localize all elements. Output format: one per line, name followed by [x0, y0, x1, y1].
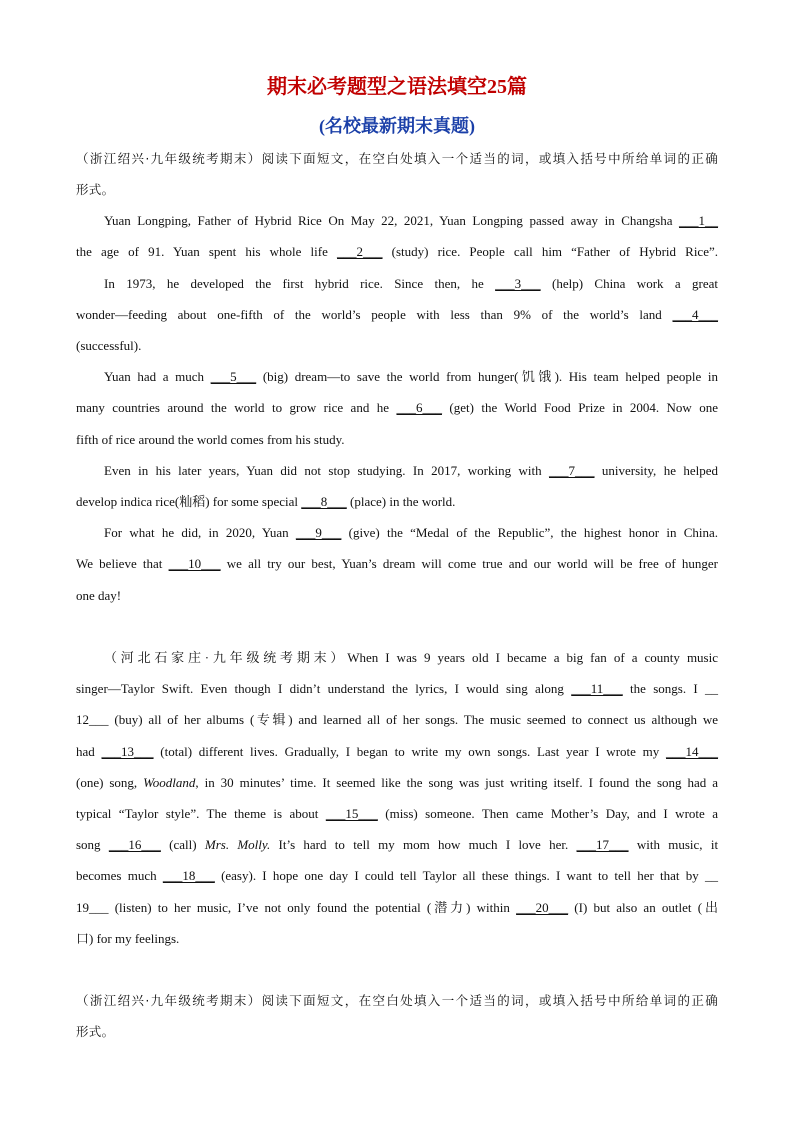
paragraph-line: Even in his later years, Yuan did not stop studying. In 2017, working with ___7___ university, he helped — [104, 463, 719, 478]
paragraph-line: singer—Taylor Swift. Even though I didn’t understand the lyrics, I would sing along ___11___ the songs. I __ — [76, 681, 718, 696]
paragraph-line: many countries around the world to grow rice and he ___6___ (get) the World Food Prize in 2004. Now one — [76, 400, 719, 415]
paragraph-line: one day! — [76, 588, 122, 603]
blank-1: ___1__ — [679, 213, 719, 228]
paragraph-line: the age of 91. Yuan spent his whole life ___2___ (study) rice. People call him “Father of Hybrid Rice”. — [76, 244, 718, 259]
blank-3: ___3___ — [495, 276, 541, 291]
page-subtitle: (名校最新期末真题) — [319, 116, 475, 136]
blank-4: ___4___ — [672, 307, 719, 322]
blank-12-line: 12___ (buy) all of her albums (专辑) and learned all of her songs. The music seemed to connect us although we — [76, 712, 718, 727]
blank-8: ___8___ — [301, 494, 347, 509]
paragraph-line — [76, 711, 718, 729]
blank-11: ___11___ — [571, 681, 623, 696]
paragraph-line: (successful). — [76, 338, 142, 353]
blank-6: ___6___ — [396, 400, 442, 415]
passage-2-intro-line: （河北石家庄·九年级统考期末）When I was 9 years old I became a big fan of a county music — [104, 650, 718, 665]
paragraph-line: song ___16___ (call) Mrs. Molly. It’s hard to tell my mom how much I love her. ___17___ with music, it — [76, 837, 719, 852]
blank-10: ___10___ — [168, 556, 221, 571]
paragraph-line: 口) for my feelings. — [76, 931, 180, 946]
blank-7: ___7___ — [549, 463, 595, 478]
paragraph-line: In 1973, he developed the first hybrid rice. Since then, he ___3___ (help) China work a great — [104, 276, 719, 291]
page-title: 期末必考题型之语法填空25篇 — [267, 76, 527, 98]
blank-13: ___13___ — [101, 744, 154, 759]
blank-15: ___15___ — [325, 806, 378, 821]
paragraph-line: Yuan Longping, Father of Hybrid Rice On May 22, 2021, Yuan Longping passed away in Changsha ___1__ — [104, 213, 719, 228]
paragraph-line: wonder—feeding about one-fifth of the world’s people with less than 9% of the world’s land ___4___ — [76, 307, 719, 322]
blank-14: ___14___ — [666, 744, 719, 759]
passage-3-instructions-cont: 形式。 — [76, 1024, 115, 1039]
paragraph-line: develop indica rice(籼稻) for some special ___8___ (place) in the world. — [76, 494, 456, 509]
song-title-woodland: Woodland — [143, 775, 196, 790]
paragraph-line: For what he did, in 2020, Yuan ___9___ (give) the “Medal of the Republic”, the highest honor in China. — [104, 525, 719, 540]
passage-1-instructions: （浙江绍兴·九年级统考期末）阅读下面短文，在空白处填入一个适当的词，或填入括号中所给单词的正确 — [76, 151, 718, 166]
blank-19-line: 19___ (listen) to her music, I’ve not only found the potential (潜力) within — [76, 900, 510, 915]
passage-1-instructions-cont: 形式。 — [76, 182, 115, 197]
paragraph-line: becomes much ___18___ (easy). I hope one day I could tell Taylor all these things. I want to tell her that by __ — [76, 868, 718, 883]
blank-2: ___2___ — [337, 244, 383, 259]
blank-20: ___20___ — [516, 900, 569, 915]
song-title-mrs-molly: Mrs. Molly. — [204, 837, 271, 852]
paragraph-line: had ___13___ (total) different lives. Gradually, I began to write my own songs. Last year I wrote my ___14___ — [76, 744, 719, 759]
paragraph-line: We believe that ___10___ we all try our best, Yuan’s dream will come true and our world will be free of hunger — [76, 556, 719, 571]
passage-3-instructions: （浙江绍兴·九年级统考期末）阅读下面短文，在空白处填入一个适当的词，或填入括号中所给单词的正确 — [76, 993, 718, 1008]
blank-17: ___17___ — [576, 837, 629, 852]
paragraph-line: 19___ (listen) to her music, I’ve not only found the potential (潜力) within ___20___ (I) but also an outlet (出 — [76, 900, 718, 915]
blank-16: ___16___ — [108, 837, 161, 852]
blank-5: ___5___ — [210, 369, 257, 384]
blank-18: ___18___ — [162, 868, 215, 883]
paragraph-line: (one) song, Woodland, in 30 minutes’ time. It seemed like the song was just writing itself. I found the song had a — [76, 775, 718, 790]
paragraph-line: fifth of rice around the world comes from his study. — [76, 432, 345, 447]
paragraph-line: typical “Taylor style”. The theme is about ___15___ (miss) someone. Then came Mother’s Day, and I wrote a — [76, 806, 718, 821]
paragraph-line: Yuan had a much ___5___ (big) dream—to save the world from hunger(饥饿). His team helped people in — [104, 369, 719, 384]
blank-9: ___9___ — [295, 525, 342, 540]
